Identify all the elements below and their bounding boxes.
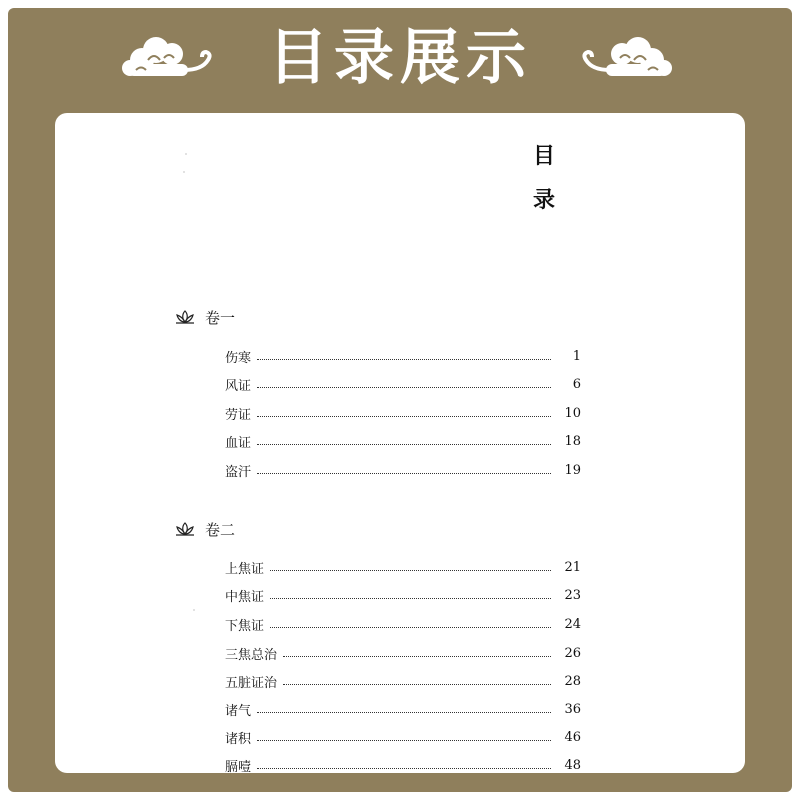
toc-entry bbox=[225, 699, 581, 719]
leader-dots bbox=[257, 740, 551, 741]
entry-title: 血证 bbox=[225, 435, 252, 451]
toc-heading: 目 录 bbox=[532, 144, 555, 213]
leader-dots bbox=[257, 416, 551, 417]
entry-page: 46 bbox=[564, 729, 581, 745]
paper-speck bbox=[183, 171, 185, 173]
toc-page bbox=[55, 113, 745, 773]
toc-entry bbox=[225, 374, 581, 394]
toc-entry bbox=[225, 755, 581, 773]
paper-speck bbox=[185, 153, 187, 155]
entry-page: 23 bbox=[564, 587, 581, 603]
entry-title: 三焦总治 bbox=[225, 647, 278, 663]
entry-title: 伤寒 bbox=[225, 350, 252, 366]
toc-entry bbox=[225, 557, 581, 577]
banner bbox=[8, 8, 792, 108]
entry-title: 风证 bbox=[225, 378, 252, 394]
entry-page: 24 bbox=[564, 616, 581, 632]
leader-dots bbox=[257, 444, 551, 445]
banner-title: 目录展示 bbox=[268, 23, 532, 93]
toc-entry bbox=[225, 431, 581, 451]
entry-page: 21 bbox=[564, 559, 581, 575]
toc-entry bbox=[225, 671, 581, 691]
leader-dots bbox=[257, 473, 551, 474]
entry-title: 五脏证治 bbox=[225, 675, 278, 691]
entry-title: 诸积 bbox=[225, 731, 252, 747]
leader-dots bbox=[257, 359, 551, 360]
volume-heading bbox=[173, 305, 235, 329]
leader-dots bbox=[283, 684, 551, 685]
leader-dots bbox=[270, 627, 551, 628]
entry-page: 36 bbox=[564, 701, 581, 717]
entry-page: 48 bbox=[564, 757, 581, 773]
leader-dots bbox=[257, 387, 551, 388]
leader-dots bbox=[270, 570, 551, 571]
volume-label: 卷二 bbox=[205, 520, 236, 539]
entry-title: 膈噎 bbox=[225, 759, 252, 773]
volume-label: 卷一 bbox=[205, 308, 236, 327]
entry-title: 下焦证 bbox=[225, 618, 265, 634]
entry-page: 28 bbox=[564, 673, 581, 689]
volume-heading bbox=[173, 517, 235, 541]
leader-dots bbox=[257, 712, 551, 713]
entry-title: 上焦证 bbox=[225, 561, 265, 577]
toc-entry bbox=[225, 460, 581, 480]
lotus-icon bbox=[173, 521, 197, 537]
toc-entry bbox=[225, 346, 581, 366]
entry-page: 19 bbox=[564, 462, 581, 478]
outer-frame bbox=[8, 8, 792, 792]
entry-page: 18 bbox=[564, 433, 581, 449]
entry-page: 26 bbox=[564, 645, 581, 661]
leader-dots bbox=[283, 656, 551, 657]
leader-dots bbox=[270, 598, 551, 599]
entry-title: 劳证 bbox=[225, 407, 252, 423]
entry-page: 1 bbox=[572, 348, 581, 364]
toc-entry bbox=[225, 643, 581, 663]
paper-speck bbox=[193, 609, 195, 611]
toc-entry bbox=[225, 403, 581, 423]
lotus-icon bbox=[173, 309, 197, 325]
toc-entry bbox=[225, 614, 581, 634]
entry-title: 盗汗 bbox=[225, 464, 252, 480]
entry-page: 6 bbox=[572, 376, 581, 392]
entry-title: 诸气 bbox=[225, 703, 252, 719]
entry-page: 10 bbox=[564, 405, 581, 421]
leader-dots bbox=[257, 768, 551, 769]
toc-entry bbox=[225, 727, 581, 747]
entry-title: 中焦证 bbox=[225, 589, 265, 605]
toc-entry bbox=[225, 585, 581, 605]
cloud-scroll-icon bbox=[576, 30, 676, 86]
